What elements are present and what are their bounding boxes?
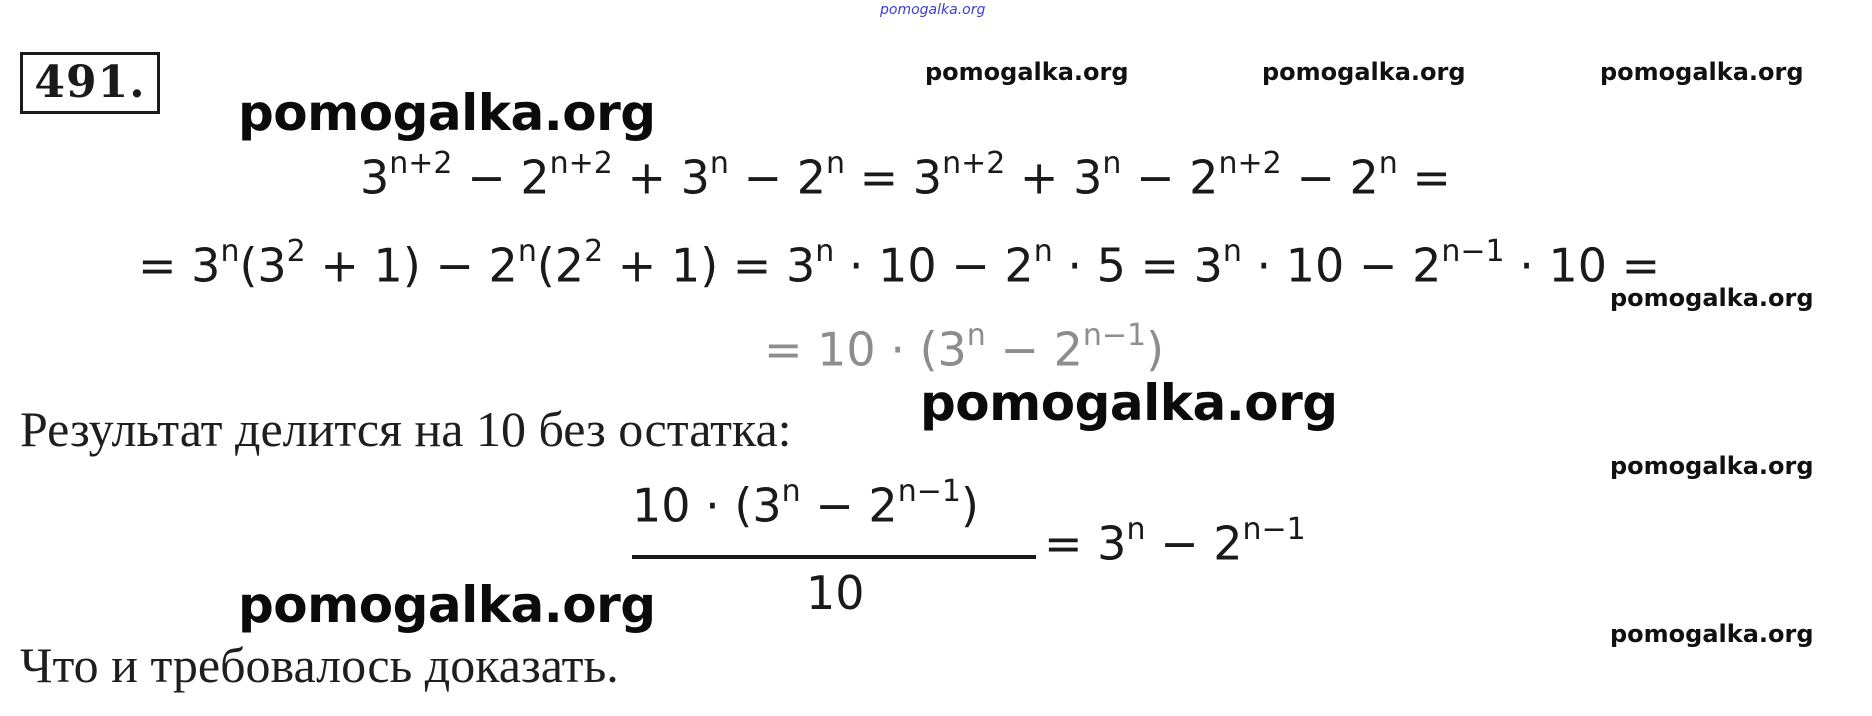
result-text: Результат делится на 10 без остатка: bbox=[20, 401, 792, 457]
watermark-side-2: pomogalka.org bbox=[1610, 452, 1814, 480]
exponent: 2 bbox=[584, 234, 604, 269]
math-line-3: = $10 \cdot (3^n - 2^{n-1})$ bbox=[764, 318, 1165, 377]
exponent: n−1 bbox=[1082, 318, 1147, 353]
conclusion-text: Что и требовалось доказать. bbox=[20, 637, 619, 693]
watermark-header-1: pomogalka.org bbox=[925, 58, 1129, 86]
exponent: n bbox=[1378, 146, 1398, 181]
exponent: n bbox=[517, 234, 537, 269]
fraction-denominator: 10 bbox=[806, 566, 865, 620]
exponent: n+2 bbox=[942, 146, 1006, 181]
exponent: n−1 bbox=[1441, 234, 1505, 269]
exponent: n bbox=[1033, 234, 1053, 269]
watermark-big-1: pomogalka.org bbox=[238, 84, 656, 142]
exponent: n bbox=[709, 146, 729, 181]
fraction-numerator: $10 \cdot (3^n - 2^{n-1})$ bbox=[632, 474, 979, 533]
exponent: n bbox=[1102, 146, 1122, 181]
exponent: 2 bbox=[286, 234, 306, 269]
exponent: n bbox=[966, 318, 986, 353]
fraction-result: = $3^n - 2^{n-1}$ bbox=[1044, 512, 1306, 571]
exponent: n−1 bbox=[1242, 512, 1306, 547]
exponent: n bbox=[1222, 234, 1242, 269]
math-line-2: = $3^n(3^2 + 1) - 2^n(2^2 + 1) = 3^n \cdot 10 - 2^n \cdot 5 = 3^n \cdot 10 - 2^{n-1} \cdot 10$ = bbox=[138, 234, 1661, 293]
exponent: n+2 bbox=[1218, 146, 1282, 181]
fraction-bar bbox=[632, 555, 1036, 559]
exponent: n−1 bbox=[897, 474, 961, 509]
exponent: n bbox=[781, 474, 801, 509]
exponent: n bbox=[220, 234, 240, 269]
exponent: n bbox=[825, 146, 845, 181]
exponent: n bbox=[815, 234, 835, 269]
exponent: n bbox=[1126, 512, 1146, 547]
watermark-header-2: pomogalka.org bbox=[1262, 58, 1466, 86]
exponent: n+2 bbox=[549, 146, 613, 181]
watermark-big-2: pomogalka.org bbox=[920, 374, 1338, 432]
watermark-header-3: pomogalka.org bbox=[1600, 58, 1804, 86]
math-line-1: $3^{n+2} - 2^{n+2} + 3^n - 2^n = 3^{n+2} + 3^n - 2^{n+2} - 2^n$ = bbox=[360, 146, 1451, 205]
watermark-side-1: pomogalka.org bbox=[1610, 284, 1814, 312]
watermark-top: pomogalka.org bbox=[880, 2, 986, 18]
watermark-big-3: pomogalka.org bbox=[238, 576, 656, 634]
exponent: n+2 bbox=[389, 146, 453, 181]
problem-number: 491. bbox=[20, 52, 160, 114]
watermark-side-3: pomogalka.org bbox=[1610, 620, 1814, 648]
